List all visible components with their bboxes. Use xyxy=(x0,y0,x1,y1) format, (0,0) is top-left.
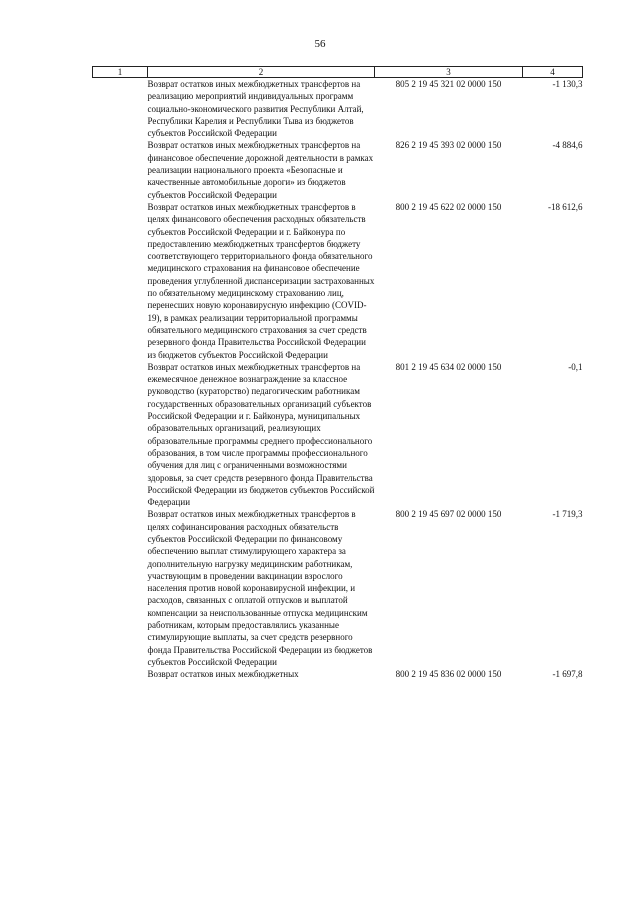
page-number: 56 xyxy=(314,38,326,50)
budget-table xyxy=(92,66,583,681)
table-row xyxy=(93,78,583,140)
row-name: Возврат остатков иных межбюджетных трансфертов в целях софинансирования расходных обязательств субъектов Российской Федерации по финансовому обеспечению выплат стимулирующего характера за дополнительную нагрузку медицинским работникам, участвующим в проведении вакцинации взрослого населения против новой коронавирусной инфекции, и расходов, связанных с оплатой отпусков и выплатой компенсации за неиспользованные отпуска медицинским работникам, которым предоставлялись указанные стимулирующие выплаты, за счет средств резервного фонда Правительства Российской Федерации из бюджетов субъектов Российской Федерации xyxy=(147,509,373,667)
row-code: 826 2 19 45 393 02 0000 150 xyxy=(395,140,502,151)
column-number-1: 1 xyxy=(93,67,148,78)
column-number-2: 2 xyxy=(148,67,375,78)
row-amount: -1 697,8 xyxy=(552,669,583,680)
row-name: Возврат остатков иных межбюджетных трансфертов на реализацию мероприятий индивидуальных программ социально-экономического развития Республики Алтай, Республики Карелия и Республики Тыва из бюджетов субъектов Российской Федерации xyxy=(147,79,364,139)
table-row xyxy=(93,668,583,680)
column-number-3: 3 xyxy=(375,67,523,78)
row-code: 801 2 19 45 634 02 0000 150 xyxy=(395,361,502,372)
row-amount: -1 130,3 xyxy=(552,79,583,89)
row-code: 800 2 19 45 697 02 0000 150 xyxy=(395,509,502,520)
row-amount: -4 884,6 xyxy=(552,140,583,151)
row-name: Возврат остатков иных межбюджетных xyxy=(147,669,299,680)
table-row xyxy=(93,508,583,668)
row-name: Возврат остатков иных межбюджетных трансфертов на финансовое обеспечение дорожной деятельности в рамках реализации национального проекта «Безопасные и качественные автомобильные дороги» из бюджетов субъектов Российской Федерации xyxy=(147,140,374,200)
row-code: 805 2 19 45 321 02 0000 150 xyxy=(395,79,502,89)
row-amount: -1 719,3 xyxy=(552,509,583,520)
column-number-row xyxy=(93,67,583,78)
table-row xyxy=(93,201,583,361)
row-amount: -18 612,6 xyxy=(548,201,583,212)
row-code: 800 2 19 45 622 02 0000 150 xyxy=(395,201,502,212)
table-row xyxy=(93,139,583,200)
row-amount: -0,1 xyxy=(568,361,583,372)
row-name: Возврат остатков иных межбюджетных трансфертов в целях финансового обеспечения расходных обязательств субъектов Российской Федерации и г. Байконура по предоставлению межбюджетных трансфертов бюджету соответствующего территориального фонда обязательного медицинского страхования на финансовое обеспечение проведения углубленной диспансеризации застрахованных по обязательному медицинскому страхованию лиц, перенесших новую коронавирусную инфекцию (COVID-19), в рамках реализации территориальной программы обязательного медицинского страхования за счет средств резервного фонда Правительства Российской Федерации из бюджетов субъектов Российской Федерации xyxy=(147,201,375,360)
row-name: Возврат остатков иных межбюджетных трансфертов на ежемесячное денежное вознаграждение за классное руководство (кураторство) педагогическим работникам государственных образовательных организаций субъектов Российской Федерации и г. Байконура, муниципальных образовательных организаций, реализующих образовательные программы среднего профессионального образования, в том числе программы профессионального обучения для лиц с ограниченными возможностями здоровья, за счет средств резервного фонда Правительства Российской Федерации из бюджетов субъектов Российской Федерации xyxy=(147,361,375,508)
column-number-4: 4 xyxy=(523,67,583,78)
table-row xyxy=(93,361,583,509)
row-code: 800 2 19 45 836 02 0000 150 xyxy=(395,669,502,680)
